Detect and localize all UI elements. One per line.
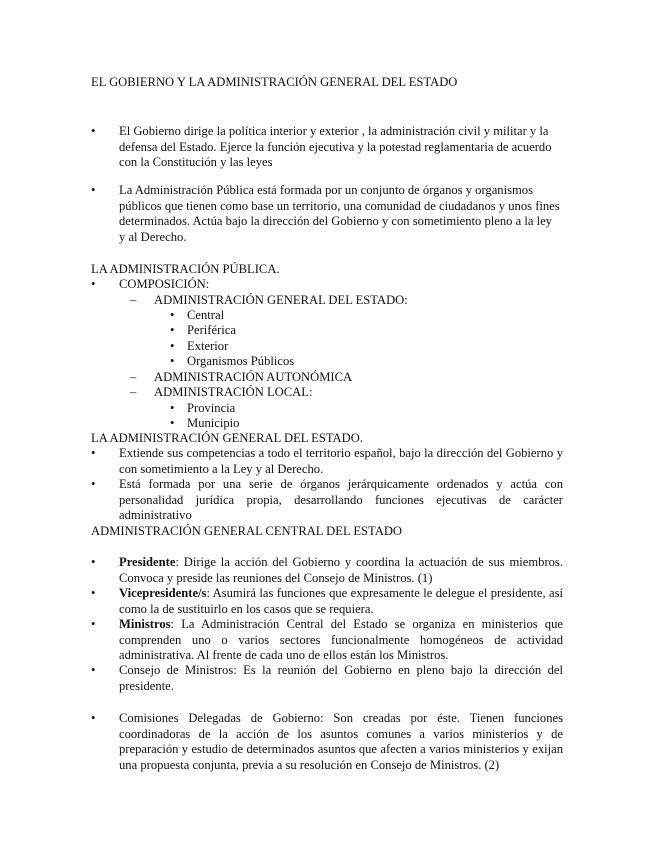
bullet-marker: • xyxy=(170,339,175,353)
section-heading-central: ADMINISTRACIÓN GENERAL CENTRAL DEL ESTADO xyxy=(91,524,403,538)
presidente-paragraph xyxy=(119,555,563,586)
bullet-marker: • xyxy=(170,401,175,415)
composicion-label: COMPOSICIÓN: xyxy=(119,277,210,291)
local-subitem-label: Provincia xyxy=(187,401,236,415)
local-label: ADMINISTRACIÓN LOCAL: xyxy=(154,385,313,399)
vicepresidente-paragraph xyxy=(119,586,563,617)
intro-text-administracion: La Administración Pública está formada por un conjunto de órganos y organismos públicos que tienen como base un territorio, una comunidad de ciudadanos y unos fines determinados. Actúa bajo la dirección del Gobierno y con sometimiento pleno a la ley y al Derecho. xyxy=(119,183,560,244)
bullet-marker: • xyxy=(91,711,96,725)
autonomica-label: ADMINISTRACIÓN AUTONÓMICA xyxy=(154,370,353,384)
dash-marker: – xyxy=(130,370,137,384)
age-subitem-label: Exterior xyxy=(187,339,229,353)
section-heading-age: LA ADMINISTRACIÓN GENERAL DEL ESTADO. xyxy=(91,431,363,445)
ministros-text: : La Administración Central del Estado se organiza en ministerios que comprenden uno o varios sectores funcionalmente homogéneos de actividad administrativa. Al frente de cada uno de ellos están los Ministros. xyxy=(119,617,563,663)
consejo-text: Consejo de Ministros: Es la reunión del Gobierno en pleno bajo la dirección del presidente. xyxy=(119,663,563,693)
age-subitem-label: Organismos Públicos xyxy=(187,354,295,368)
presidente-term: Presidente xyxy=(119,555,176,569)
section-heading-admin-publica: LA ADMINISTRACIÓN PÚBLICA. xyxy=(91,262,280,276)
age-bullet-text: Está formada por una serie de órganos jerárquicamente ordenados y actúa con personalidad jurídica propia, desarrollando funciones ejecutivas de carácter administrativo xyxy=(119,477,563,523)
bullet-marker: • xyxy=(170,308,175,322)
bullet-marker: • xyxy=(170,416,175,430)
bullet-marker: • xyxy=(91,124,96,138)
presidente-text: : Dirige la acción del Gobierno y coordina la actuación de sus miembros. Convoca y preside las reuniones del Consejo de Ministros. (1) xyxy=(119,555,563,585)
age-bullet-text: Extiende sus competencias a todo el territorio español, bajo la dirección del Gobierno y con sometimiento a la Ley y al Derecho. xyxy=(119,446,563,476)
bullet-marker: • xyxy=(91,586,96,600)
intro-text-gobierno: El Gobierno dirige la política interior y exterior , la administración civil y militar y la defensa del Estado. Ejerce la función ejecutiva y la potestad reglamentaria de acuerdo con la Constitución y las leyes xyxy=(119,124,552,170)
age-subitem-label: Periférica xyxy=(187,323,236,337)
age-subitem-label: Central xyxy=(187,308,225,322)
bullet-marker: • xyxy=(91,446,96,460)
ministros-paragraph xyxy=(119,617,563,664)
bullet-marker: • xyxy=(91,617,96,631)
vicepresidente-text: : Asumirá las funciones que expresamente le delegue el presidente, así como la de sustituirlo en los casos que se requiera. xyxy=(119,586,563,616)
age-label: ADMINISTRACIÓN GENERAL DEL ESTADO: xyxy=(154,293,408,307)
dash-marker: – xyxy=(130,385,137,399)
local-subitem-label: Municipio xyxy=(187,416,240,430)
dash-marker: – xyxy=(130,293,137,307)
bullet-marker: • xyxy=(91,277,96,291)
bullet-marker: • xyxy=(91,663,96,677)
document-title: EL GOBIERNO Y LA ADMINISTRACIÓN GENERAL DEL ESTADO xyxy=(91,75,458,89)
vicepresidente-term: Vicepresidente/s xyxy=(119,586,207,600)
bullet-marker: • xyxy=(170,323,175,337)
bullet-marker: • xyxy=(91,555,96,569)
bullet-marker: • xyxy=(91,477,96,491)
bullet-marker: • xyxy=(91,183,96,197)
ministros-term: Ministros xyxy=(119,617,171,631)
bullet-marker: • xyxy=(170,354,175,368)
comisiones-text: Comisiones Delegadas de Gobierno: Son creadas por éste. Tienen funciones coordinadoras de la acción de los asuntos comunes a varios ministerios y de preparación y estudio de determinados asuntos que afecten a varios ministerios y exijan una propuesta conjunta, previa a su resolución en Consejo de Ministros. (2) xyxy=(119,711,563,772)
